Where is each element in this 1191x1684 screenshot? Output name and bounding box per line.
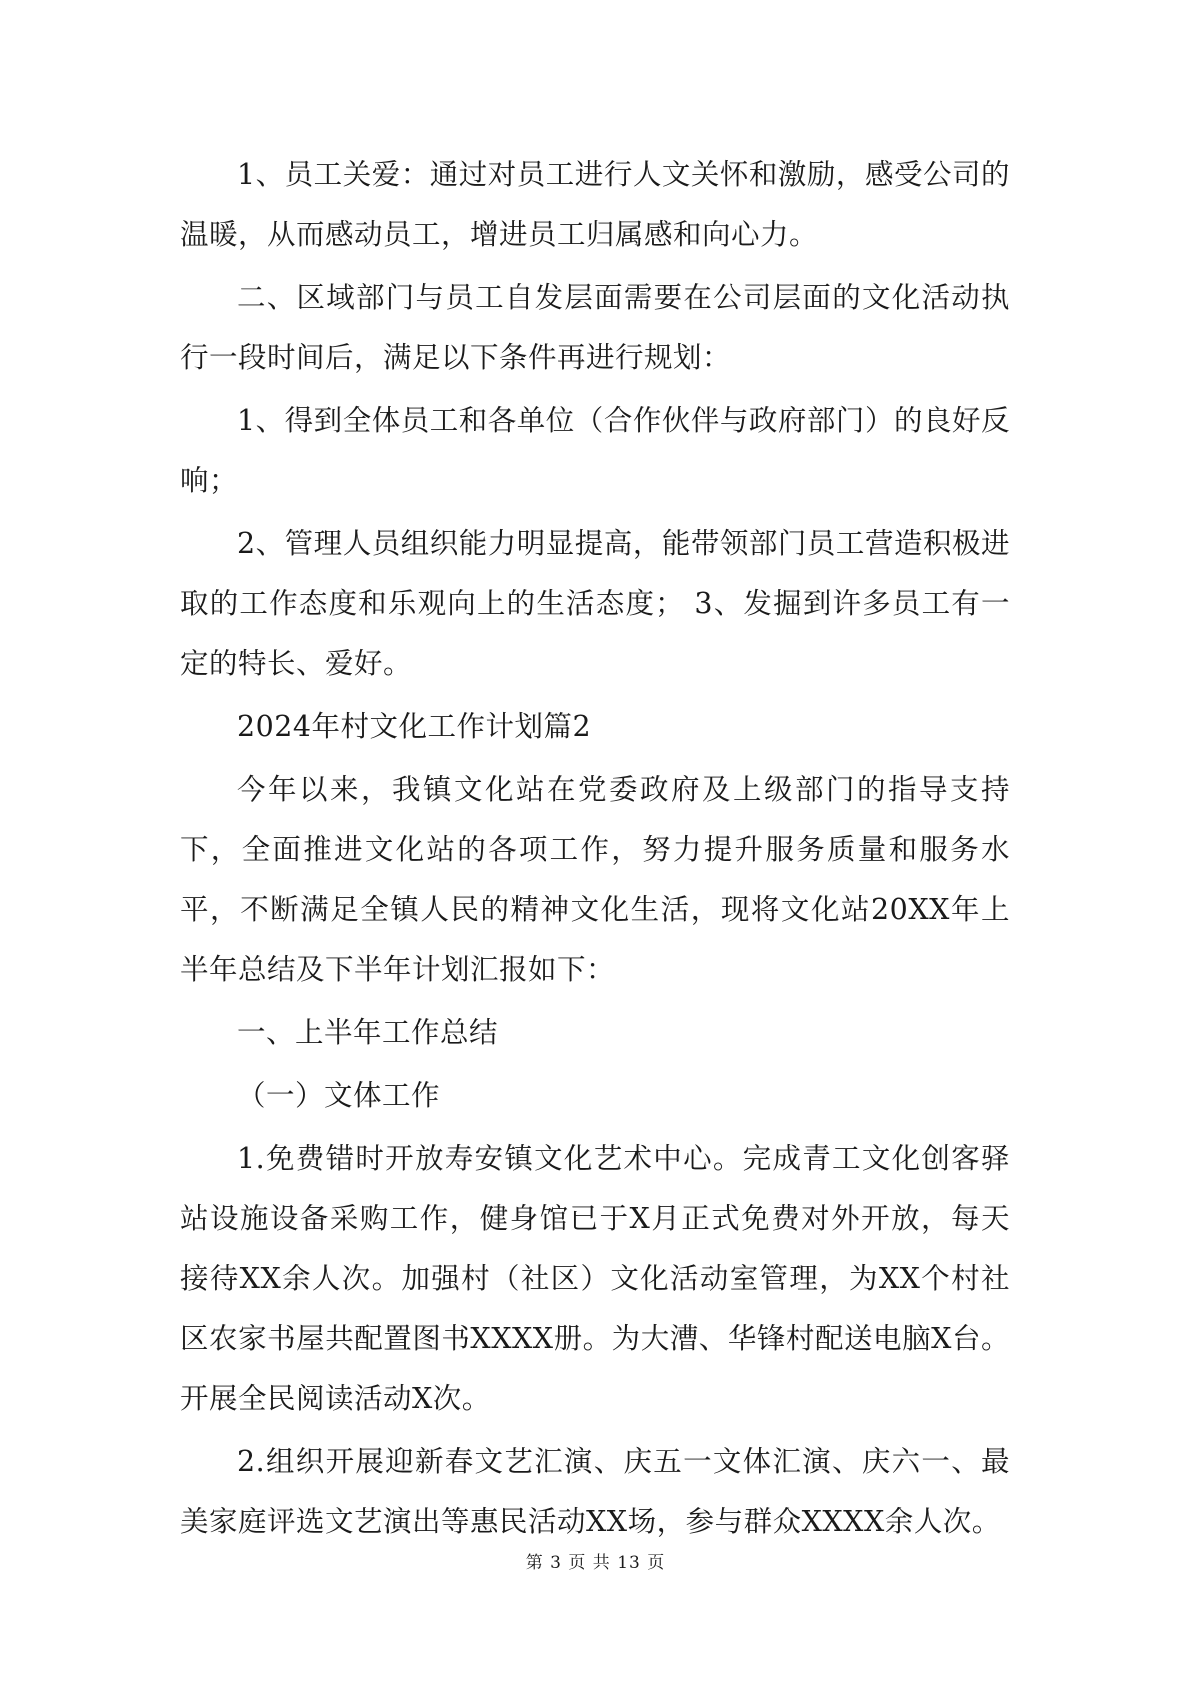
paragraph-employee-care: 1、员工关爱：通过对员工进行人文关怀和激励，感受公司的温暖，从而感动员工，增进员工归属感和向心力。 <box>180 158 1010 251</box>
section-heading-plan-2: 2024年村文化工作计划篇2 <box>237 710 592 743</box>
paragraph-section-two: 二、区域部门与员工自发层面需要在公司层面的文化活动执行一段时间后，满足以下条件再进行规划： <box>180 281 1010 374</box>
paragraph-item-2: 2.组织开展迎新春文艺汇演、庆五一文体汇演、庆六一、最美家庭评选文艺演出等惠民活动XX场，参与群众XXXX余人次。 <box>180 1445 1010 1538</box>
paragraph-intro: 今年以来，我镇文化站在党委政府及上级部门的指导支持下，全面推进文化站的各项工作，努力提升服务质量和服务水平，不断满足全镇人民的精神文化生活，现将文化站20XX年上半年总结及下半年计划汇报如下： <box>180 773 1010 986</box>
paragraph-condition-2-3: 2、管理人员组织能力明显提高，能带领部门员工营造积极进取的工作态度和乐观向上的生活态度； 3、发掘到许多员工有一定的特长、爱好。 <box>180 527 1010 680</box>
document-body <box>180 145 1010 1552</box>
paragraph-item-1: 1.免费错时开放寿安镇文化艺术中心。完成青工文化创客驿站设施设备采购工作，健身馆已于X月正式免费对外开放，每天接待XX余人次。加强村（社区）文化活动室管理，为XX个村社区农家书屋共配置图书XXXX册。为大漕、华锋村配送电脑X台。开展全民阅读活动X次。 <box>180 1142 1010 1415</box>
heading-sports-culture-work: （一）文体工作 <box>237 1079 441 1112</box>
heading-first-half-summary: 一、上半年工作总结 <box>237 1016 499 1049</box>
page-number-footer: 第 3 页 共 13 页 <box>525 1553 666 1573</box>
paragraph-condition-1: 1、得到全体员工和各单位（合作伙伴与政府部门）的良好反响； <box>180 404 1010 497</box>
